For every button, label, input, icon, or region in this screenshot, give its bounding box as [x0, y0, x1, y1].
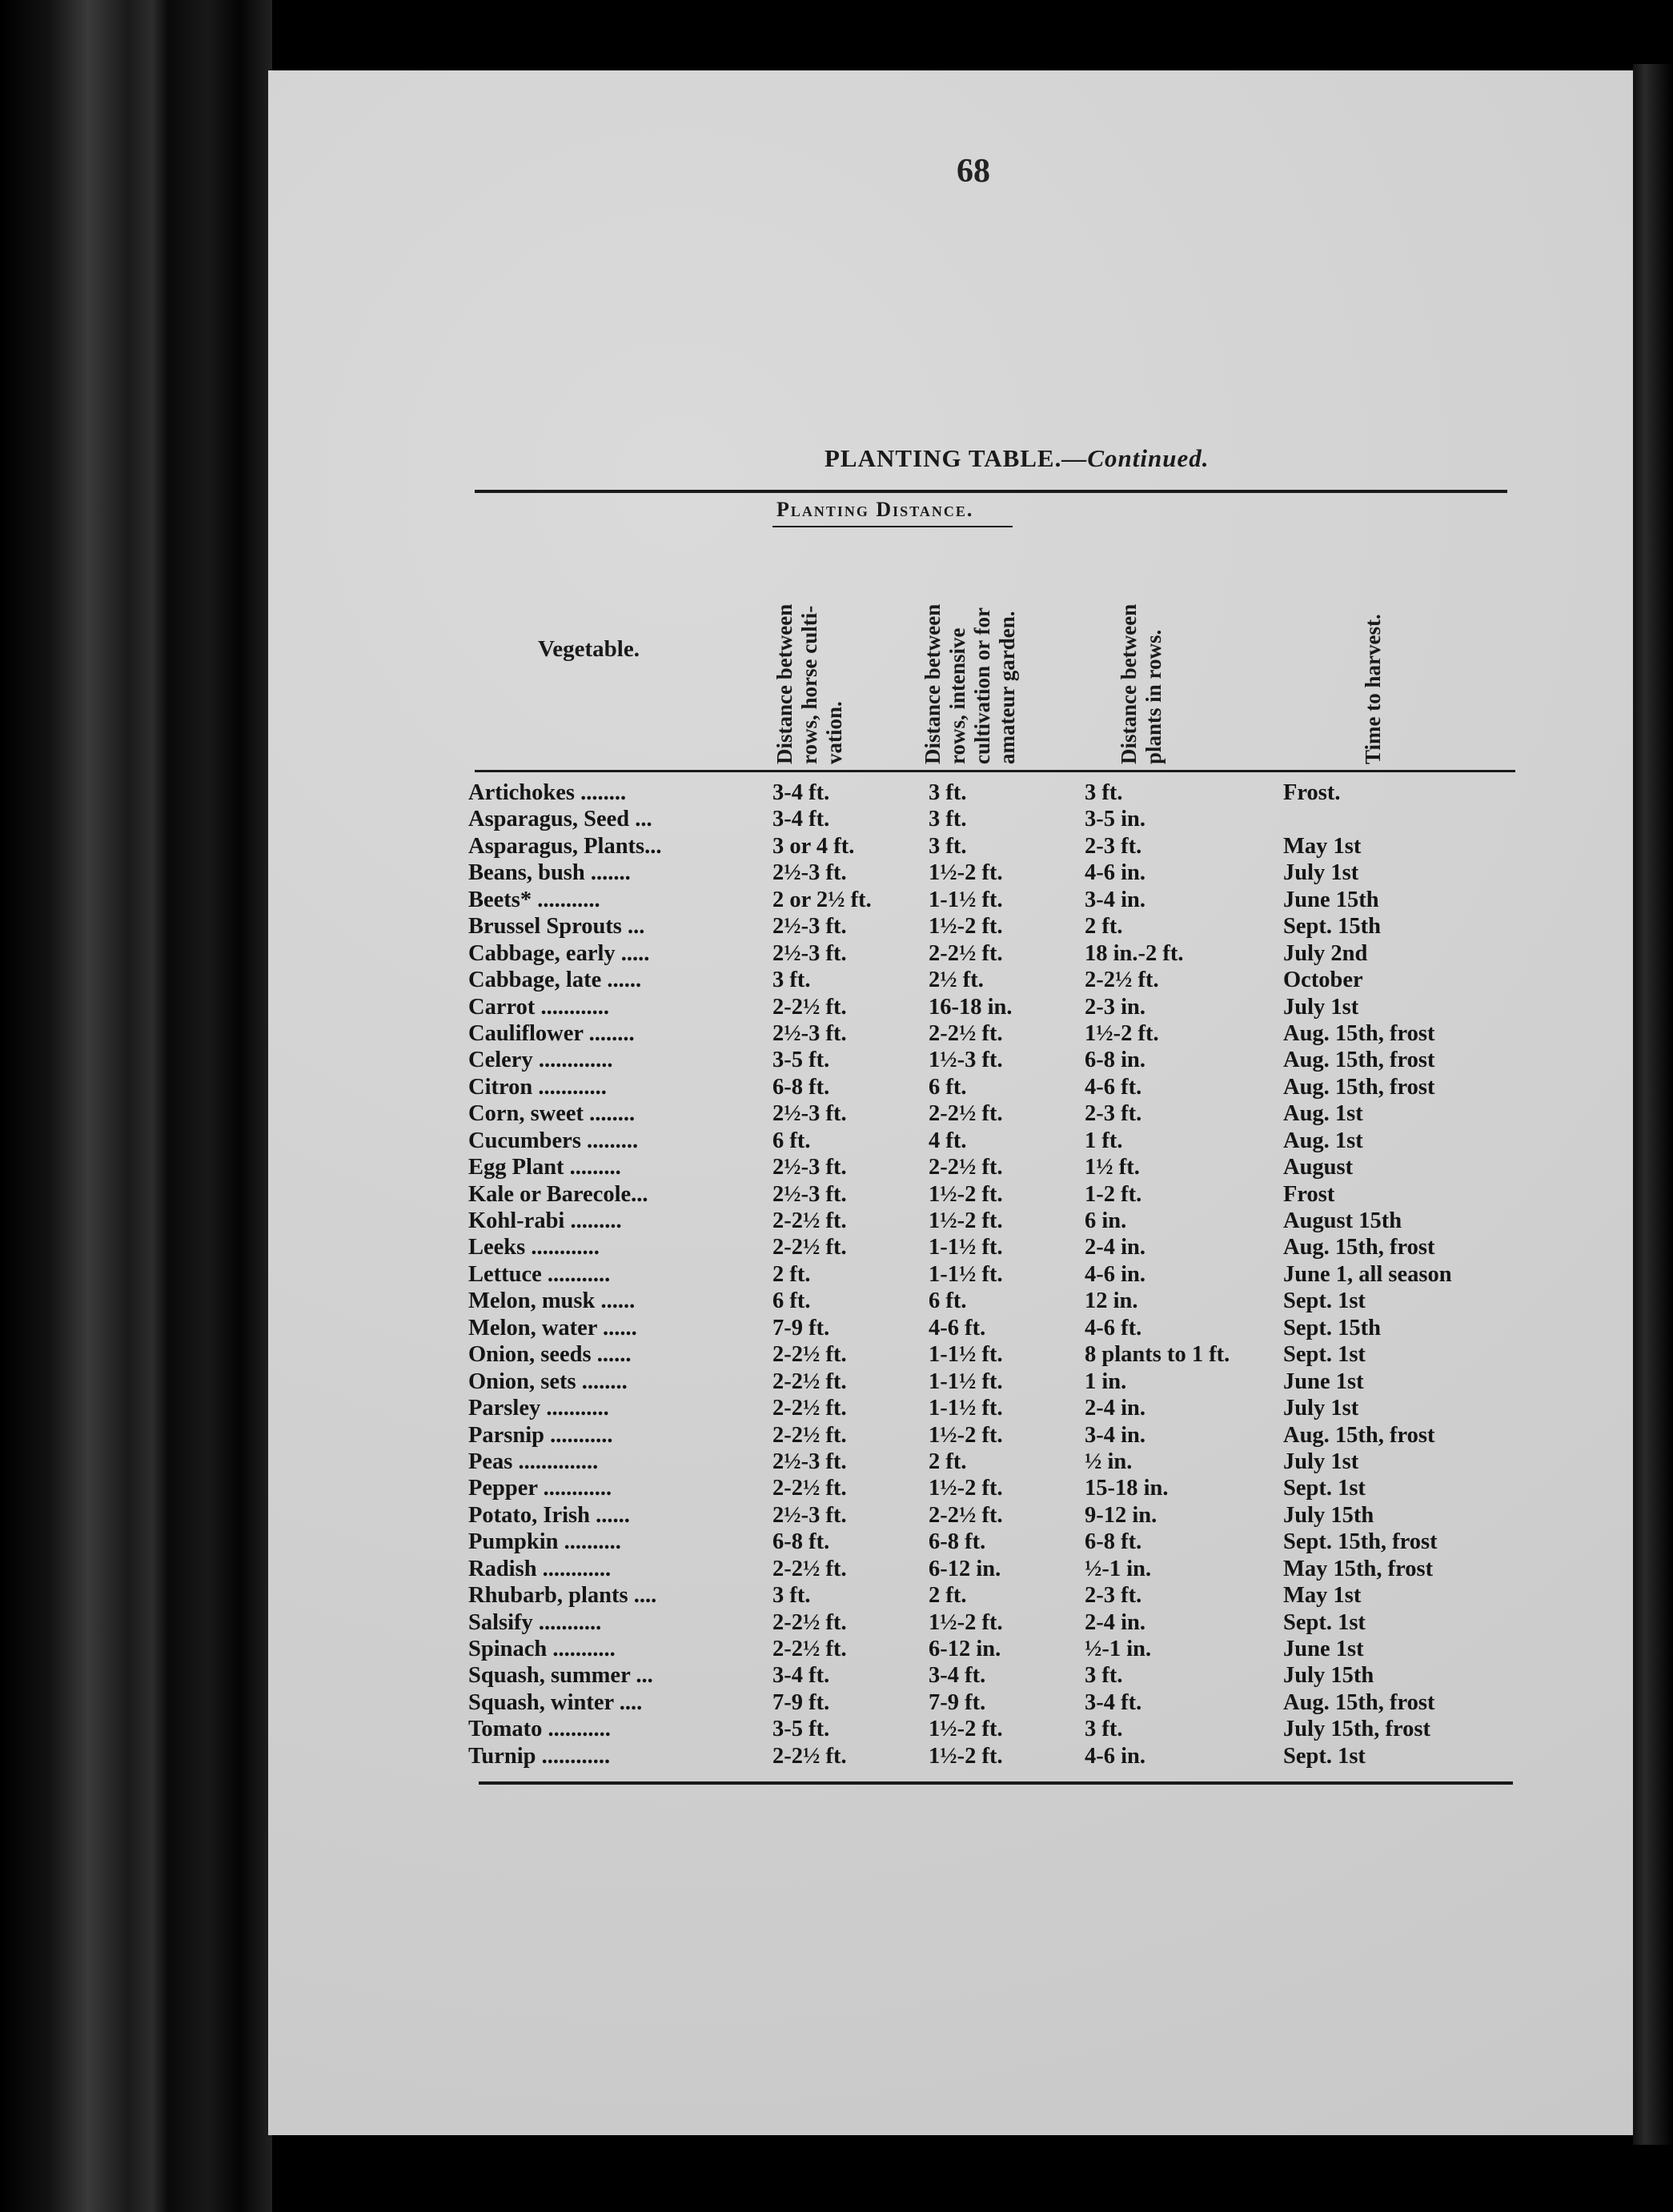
cell-plant-distance: 6 in.: [1085, 1208, 1127, 1233]
cell-intensive-distance: 2-2½ ft.: [929, 1502, 1003, 1528]
cell-harvest-time: Sept. 15th: [1283, 914, 1381, 940]
cell-intensive-distance: 1½-2 ft.: [929, 1476, 1003, 1501]
cell-vegetable: Rhubarb, plants ....: [468, 1583, 657, 1609]
table-row: [468, 1637, 1517, 1663]
cell-harvest-time: July 1st: [1283, 1449, 1359, 1474]
table-row: [468, 780, 1517, 807]
table-row: [468, 1048, 1517, 1074]
cell-vegetable: Onion, seeds ......: [468, 1342, 632, 1368]
cell-intensive-distance: 1-1½ ft.: [929, 1342, 1003, 1368]
cell-vegetable: Melon, water ......: [468, 1315, 637, 1340]
cell-vegetable: Salsify ...........: [468, 1609, 602, 1635]
cell-vegetable: Cucumbers .........: [468, 1128, 639, 1153]
cell-intensive-distance: 2-2½ ft.: [929, 1101, 1003, 1127]
table-row: [468, 941, 1517, 968]
cell-vegetable: Peas ..............: [468, 1449, 599, 1474]
cell-horse-distance: 2½-3 ft.: [772, 1155, 847, 1180]
header-horse-cultivation: Distance between rows, horse culti- vation.: [772, 603, 846, 764]
cell-horse-distance: 7-9 ft.: [772, 1689, 830, 1715]
cell-harvest-time: Sept. 15th: [1283, 1315, 1381, 1340]
cell-intensive-distance: 1½-2 ft.: [929, 1422, 1003, 1448]
cell-harvest-time: Aug. 15th, frost: [1283, 1074, 1435, 1100]
cell-vegetable: Squash, winter ....: [468, 1689, 643, 1715]
cell-intensive-distance: 1½-2 ft.: [929, 914, 1003, 940]
table-row: [468, 834, 1517, 860]
cell-harvest-time: Sept. 1st: [1283, 1476, 1366, 1501]
table-row: [468, 1476, 1517, 1502]
cell-intensive-distance: 6-12 in.: [929, 1637, 1001, 1661]
cell-plant-distance: 3 ft.: [1085, 780, 1123, 805]
cell-horse-distance: 2-2½ ft.: [772, 1637, 847, 1661]
table-title-continued: —Continued.: [1061, 444, 1210, 472]
cell-harvest-time: Sept. 15th, frost: [1283, 1529, 1438, 1555]
cell-harvest-time: August: [1283, 1155, 1354, 1180]
book-edge: [0, 0, 272, 2212]
cell-harvest-time: May 1st: [1283, 1583, 1362, 1609]
cell-plant-distance: 15-18 in.: [1085, 1476, 1169, 1501]
cell-plant-distance: 3-5 in.: [1085, 807, 1146, 832]
table-row: [468, 1610, 1517, 1637]
cell-intensive-distance: 6 ft.: [929, 1288, 967, 1314]
cell-horse-distance: 2-2½ ft.: [772, 994, 847, 1020]
header-plant-distance: Distance between plants in rows.: [1117, 603, 1165, 764]
cell-plant-distance: 3-4 in.: [1085, 1422, 1146, 1448]
cell-plant-distance: 3-4 in.: [1085, 887, 1146, 912]
cell-horse-distance: 2-2½ ft.: [772, 1396, 847, 1421]
cell-harvest-time: August 15th: [1283, 1208, 1402, 1233]
cell-vegetable: Pumpkin ..........: [468, 1529, 621, 1555]
page-number: 68: [957, 153, 990, 190]
cell-horse-distance: 6 ft.: [772, 1288, 811, 1314]
cell-vegetable: Tomato ...........: [468, 1717, 611, 1742]
cell-intensive-distance: 2 ft.: [929, 1583, 967, 1609]
cell-vegetable: Cabbage, late ......: [468, 968, 642, 993]
cell-horse-distance: 2-2½ ft.: [772, 1208, 847, 1233]
cell-horse-distance: 2-2½ ft.: [772, 1342, 847, 1368]
table-row: [468, 1075, 1517, 1101]
cell-vegetable: Celery .............: [468, 1048, 613, 1073]
cell-horse-distance: 6-8 ft.: [772, 1074, 830, 1100]
cell-plant-distance: 12 in.: [1085, 1288, 1138, 1314]
table-row: [468, 1369, 1517, 1396]
table-row: [468, 1128, 1517, 1155]
cell-horse-distance: 3 ft.: [772, 968, 811, 993]
cell-horse-distance: 2½-3 ft.: [772, 1449, 847, 1474]
table-row: [468, 968, 1517, 994]
table-row: [468, 1717, 1517, 1743]
table-row: [468, 1557, 1517, 1583]
cell-horse-distance: 3-4 ft.: [772, 780, 830, 805]
cell-harvest-time: Aug. 15th, frost: [1283, 1048, 1435, 1073]
cell-vegetable: Kohl-rabi .........: [468, 1208, 622, 1233]
table-row: [468, 860, 1517, 887]
cell-horse-distance: 2 or 2½ ft.: [772, 887, 872, 912]
cell-horse-distance: 2-2½ ft.: [772, 1422, 847, 1448]
table-row: [468, 1101, 1517, 1128]
cell-plant-distance: 2-3 ft.: [1085, 1583, 1142, 1609]
cell-intensive-distance: 7-9 ft.: [929, 1689, 986, 1715]
cell-harvest-time: Sept. 1st: [1283, 1342, 1366, 1368]
cell-intensive-distance: 1-1½ ft.: [929, 1235, 1003, 1260]
table-row: [468, 1262, 1517, 1288]
cell-intensive-distance: 1½-2 ft.: [929, 1717, 1003, 1742]
cell-plant-distance: 8 plants to 1 ft.: [1085, 1342, 1230, 1368]
cell-intensive-distance: 3 ft.: [929, 833, 967, 859]
cell-harvest-time: June 1st: [1283, 1637, 1364, 1661]
cell-vegetable: Beans, bush .......: [468, 860, 631, 886]
cell-plant-distance: 6-8 ft.: [1085, 1529, 1142, 1555]
cell-harvest-time: July 1st: [1283, 1396, 1359, 1421]
cell-horse-distance: 6-8 ft.: [772, 1529, 830, 1555]
table-title: [824, 444, 1210, 473]
cell-plant-distance: 4-6 in.: [1085, 1743, 1146, 1769]
cell-vegetable: Squash, summer ...: [468, 1663, 653, 1689]
cell-harvest-time: Aug. 15th, frost: [1283, 1020, 1435, 1046]
table-row: [468, 1235, 1517, 1261]
cell-horse-distance: 2½-3 ft.: [772, 860, 847, 886]
cell-horse-distance: 2½-3 ft.: [772, 1181, 847, 1207]
cell-horse-distance: 3-4 ft.: [772, 1663, 830, 1689]
cell-harvest-time: July 1st: [1283, 860, 1359, 886]
cell-plant-distance: 4-6 in.: [1085, 1261, 1146, 1287]
table-row: [468, 1342, 1517, 1368]
cell-harvest-time: July 2nd: [1283, 940, 1368, 966]
cell-vegetable: Cabbage, early .....: [468, 940, 650, 966]
cell-harvest-time: Aug. 1st: [1283, 1128, 1363, 1153]
cell-vegetable: Brussel Sprouts ...: [468, 914, 645, 940]
header-time-to-harvest: Time to harvest.: [1361, 614, 1385, 764]
cell-intensive-distance: 3 ft.: [929, 780, 967, 805]
table-row: [468, 1182, 1517, 1208]
cell-plant-distance: 3 ft.: [1085, 1663, 1123, 1689]
cell-horse-distance: 2-2½ ft.: [772, 1235, 847, 1260]
cell-horse-distance: 2½-3 ft.: [772, 1020, 847, 1046]
cell-plant-distance: 2 ft.: [1085, 914, 1123, 940]
table-title-main: PLANTING TABLE.: [824, 444, 1062, 472]
cell-harvest-time: October: [1283, 968, 1363, 993]
cell-vegetable: Melon, musk ......: [468, 1288, 636, 1314]
page-edge-right: [1633, 64, 1673, 2145]
cell-harvest-time: June 15th: [1283, 887, 1379, 912]
cell-intensive-distance: 1-1½ ft.: [929, 1261, 1003, 1287]
cell-intensive-distance: 1½-3 ft.: [929, 1048, 1003, 1073]
cell-horse-distance: 2-2½ ft.: [772, 1368, 847, 1394]
cell-intensive-distance: 6 ft.: [929, 1074, 967, 1100]
table-row: [468, 1503, 1517, 1529]
cell-horse-distance: 2½-3 ft.: [772, 1101, 847, 1127]
table-row: [468, 1316, 1517, 1342]
cell-horse-distance: 2-2½ ft.: [772, 1556, 847, 1581]
cell-intensive-distance: 1½-2 ft.: [929, 1609, 1003, 1635]
cell-plant-distance: 2-3 ft.: [1085, 1101, 1142, 1127]
cell-plant-distance: 4-6 ft.: [1085, 1074, 1142, 1100]
table-row: [468, 1396, 1517, 1422]
cell-plant-distance: ½-1 in.: [1085, 1556, 1152, 1581]
cell-horse-distance: 3-4 ft.: [772, 807, 830, 832]
cell-horse-distance: 2½-3 ft.: [772, 940, 847, 966]
cell-harvest-time: July 15th: [1283, 1663, 1374, 1689]
cell-plant-distance: 4-6 in.: [1085, 860, 1146, 886]
cell-horse-distance: 3 or 4 ft.: [772, 833, 855, 859]
cell-vegetable: Leeks ............: [468, 1235, 600, 1260]
cell-vegetable: Beets* ...........: [468, 887, 600, 912]
cell-intensive-distance: 3-4 ft.: [929, 1663, 986, 1689]
cell-harvest-time: Sept. 1st: [1283, 1609, 1366, 1635]
cell-intensive-distance: 1-1½ ft.: [929, 1368, 1003, 1394]
cell-intensive-distance: 2-2½ ft.: [929, 1020, 1003, 1046]
cell-vegetable: Corn, sweet ........: [468, 1101, 636, 1127]
cell-vegetable: Egg Plant .........: [468, 1155, 621, 1180]
table-row: [468, 807, 1517, 833]
table-row: [468, 1744, 1517, 1770]
cell-intensive-distance: 2½ ft.: [929, 968, 984, 993]
cell-intensive-distance: 3 ft.: [929, 807, 967, 832]
cell-intensive-distance: 2-2½ ft.: [929, 940, 1003, 966]
cell-horse-distance: 3-5 ft.: [772, 1048, 830, 1073]
table-row: [468, 995, 1517, 1021]
cell-horse-distance: 2 ft.: [772, 1261, 811, 1287]
table-row: [468, 1690, 1517, 1717]
header-vegetable: Vegetable.: [538, 636, 640, 662]
planting-table-body: [468, 780, 1517, 1770]
cell-plant-distance: 2-3 in.: [1085, 994, 1146, 1020]
table-row: [468, 1663, 1517, 1689]
header-intensive-cultivation: Distance between rows, intensive cultivation or for amateur garden.: [921, 603, 1019, 764]
cell-intensive-distance: 1-1½ ft.: [929, 887, 1003, 912]
cell-horse-distance: 2½-3 ft.: [772, 1502, 847, 1528]
table-row: [468, 1021, 1517, 1048]
cell-vegetable: Artichokes ........: [468, 780, 627, 805]
cell-harvest-time: Frost.: [1283, 780, 1341, 805]
table-row: [468, 1529, 1517, 1556]
cell-vegetable: Parsley ...........: [468, 1396, 609, 1421]
cell-harvest-time: May 15th, frost: [1283, 1556, 1434, 1581]
cell-harvest-time: June 1, all season: [1283, 1261, 1452, 1287]
cell-intensive-distance: 16-18 in.: [929, 994, 1013, 1020]
table-row: [468, 1155, 1517, 1181]
cell-harvest-time: May 1st: [1283, 833, 1362, 859]
cell-horse-distance: 2-2½ ft.: [772, 1609, 847, 1635]
cell-harvest-time: Aug. 15th, frost: [1283, 1235, 1435, 1260]
cell-vegetable: Lettuce ...........: [468, 1261, 611, 1287]
cell-harvest-time: Aug. 1st: [1283, 1101, 1363, 1127]
cell-intensive-distance: 1½-2 ft.: [929, 1181, 1003, 1207]
cell-intensive-distance: 4-6 ft.: [929, 1315, 986, 1340]
cell-horse-distance: 7-9 ft.: [772, 1315, 830, 1340]
cell-plant-distance: 1 in.: [1085, 1368, 1127, 1394]
table-row: [468, 914, 1517, 940]
cell-horse-distance: 2½-3 ft.: [772, 914, 847, 940]
top-rule: [475, 490, 1507, 493]
cell-plant-distance: 2-3 ft.: [1085, 833, 1142, 859]
cell-harvest-time: Sept. 1st: [1283, 1743, 1366, 1769]
cell-vegetable: Carrot ............: [468, 994, 609, 1020]
cell-plant-distance: 1½-2 ft.: [1085, 1020, 1159, 1046]
cell-vegetable: Potato, Irish ......: [468, 1502, 630, 1528]
cell-plant-distance: 18 in.-2 ft.: [1085, 940, 1184, 966]
cell-harvest-time: June 1st: [1283, 1368, 1364, 1394]
cell-intensive-distance: 6-8 ft.: [929, 1529, 986, 1555]
cell-plant-distance: 2-2½ ft.: [1085, 968, 1159, 993]
cell-vegetable: Pepper ............: [468, 1476, 612, 1501]
bottom-rule: [479, 1781, 1513, 1785]
table-row: [468, 1583, 1517, 1609]
cell-intensive-distance: 1½-2 ft.: [929, 1743, 1003, 1769]
cell-vegetable: Cauliflower ........: [468, 1020, 635, 1046]
cell-harvest-time: July 15th, frost: [1283, 1717, 1430, 1742]
cell-plant-distance: 3-4 ft.: [1085, 1689, 1142, 1715]
cell-horse-distance: 2-2½ ft.: [772, 1476, 847, 1501]
cell-intensive-distance: 6-12 in.: [929, 1556, 1001, 1581]
cell-vegetable: Radish ............: [468, 1556, 612, 1581]
cell-intensive-distance: 2-2½ ft.: [929, 1155, 1003, 1180]
cell-plant-distance: 9-12 in.: [1085, 1502, 1157, 1528]
cell-harvest-time: July 15th: [1283, 1502, 1374, 1528]
cell-harvest-time: Frost: [1283, 1181, 1335, 1207]
cell-vegetable: Turnip ............: [468, 1743, 611, 1769]
cell-plant-distance: ½ in.: [1085, 1449, 1133, 1474]
cell-plant-distance: 2-4 in.: [1085, 1235, 1146, 1260]
cell-vegetable: Spinach ...........: [468, 1637, 616, 1661]
cell-intensive-distance: 1½-2 ft.: [929, 860, 1003, 886]
cell-horse-distance: 3-5 ft.: [772, 1717, 830, 1742]
table-row: [468, 1288, 1517, 1315]
cell-harvest-time: Aug. 15th, frost: [1283, 1422, 1435, 1448]
cell-horse-distance: 6 ft.: [772, 1128, 811, 1153]
planting-distance-header: Planting Distance.: [776, 498, 974, 521]
cell-vegetable: Asparagus, Plants...: [468, 833, 662, 859]
cell-vegetable: Citron ............: [468, 1074, 607, 1100]
cell-harvest-time: July 1st: [1283, 994, 1359, 1020]
cell-horse-distance: 2-2½ ft.: [772, 1743, 847, 1769]
cell-plant-distance: 3 ft.: [1085, 1717, 1123, 1742]
cell-horse-distance: 3 ft.: [772, 1583, 811, 1609]
table-row: [468, 1449, 1517, 1476]
cell-plant-distance: 4-6 ft.: [1085, 1315, 1142, 1340]
cell-intensive-distance: 4 ft.: [929, 1128, 967, 1153]
cell-intensive-distance: 1-1½ ft.: [929, 1396, 1003, 1421]
cell-harvest-time: Aug. 15th, frost: [1283, 1689, 1435, 1715]
cell-plant-distance: 6-8 in.: [1085, 1048, 1146, 1073]
cell-vegetable: Kale or Barecole...: [468, 1181, 648, 1207]
cell-vegetable: Asparagus, Seed ...: [468, 807, 652, 832]
header-rule: [475, 770, 1515, 772]
cell-plant-distance: 1½ ft.: [1085, 1155, 1140, 1180]
table-row: [468, 1208, 1517, 1235]
cell-plant-distance: 1 ft.: [1085, 1128, 1123, 1153]
cell-intensive-distance: 1½-2 ft.: [929, 1208, 1003, 1233]
cell-plant-distance: ½-1 in.: [1085, 1637, 1152, 1661]
cell-intensive-distance: 2 ft.: [929, 1449, 967, 1474]
cell-vegetable: Onion, sets ........: [468, 1368, 628, 1394]
table-row: [468, 1423, 1517, 1449]
cell-harvest-time: Sept. 1st: [1283, 1288, 1366, 1314]
cell-vegetable: Parsnip ...........: [468, 1422, 613, 1448]
cell-plant-distance: 2-4 in.: [1085, 1609, 1146, 1635]
cell-plant-distance: 1-2 ft.: [1085, 1181, 1142, 1207]
cell-plant-distance: 2-4 in.: [1085, 1396, 1146, 1421]
table-row: [468, 888, 1517, 914]
